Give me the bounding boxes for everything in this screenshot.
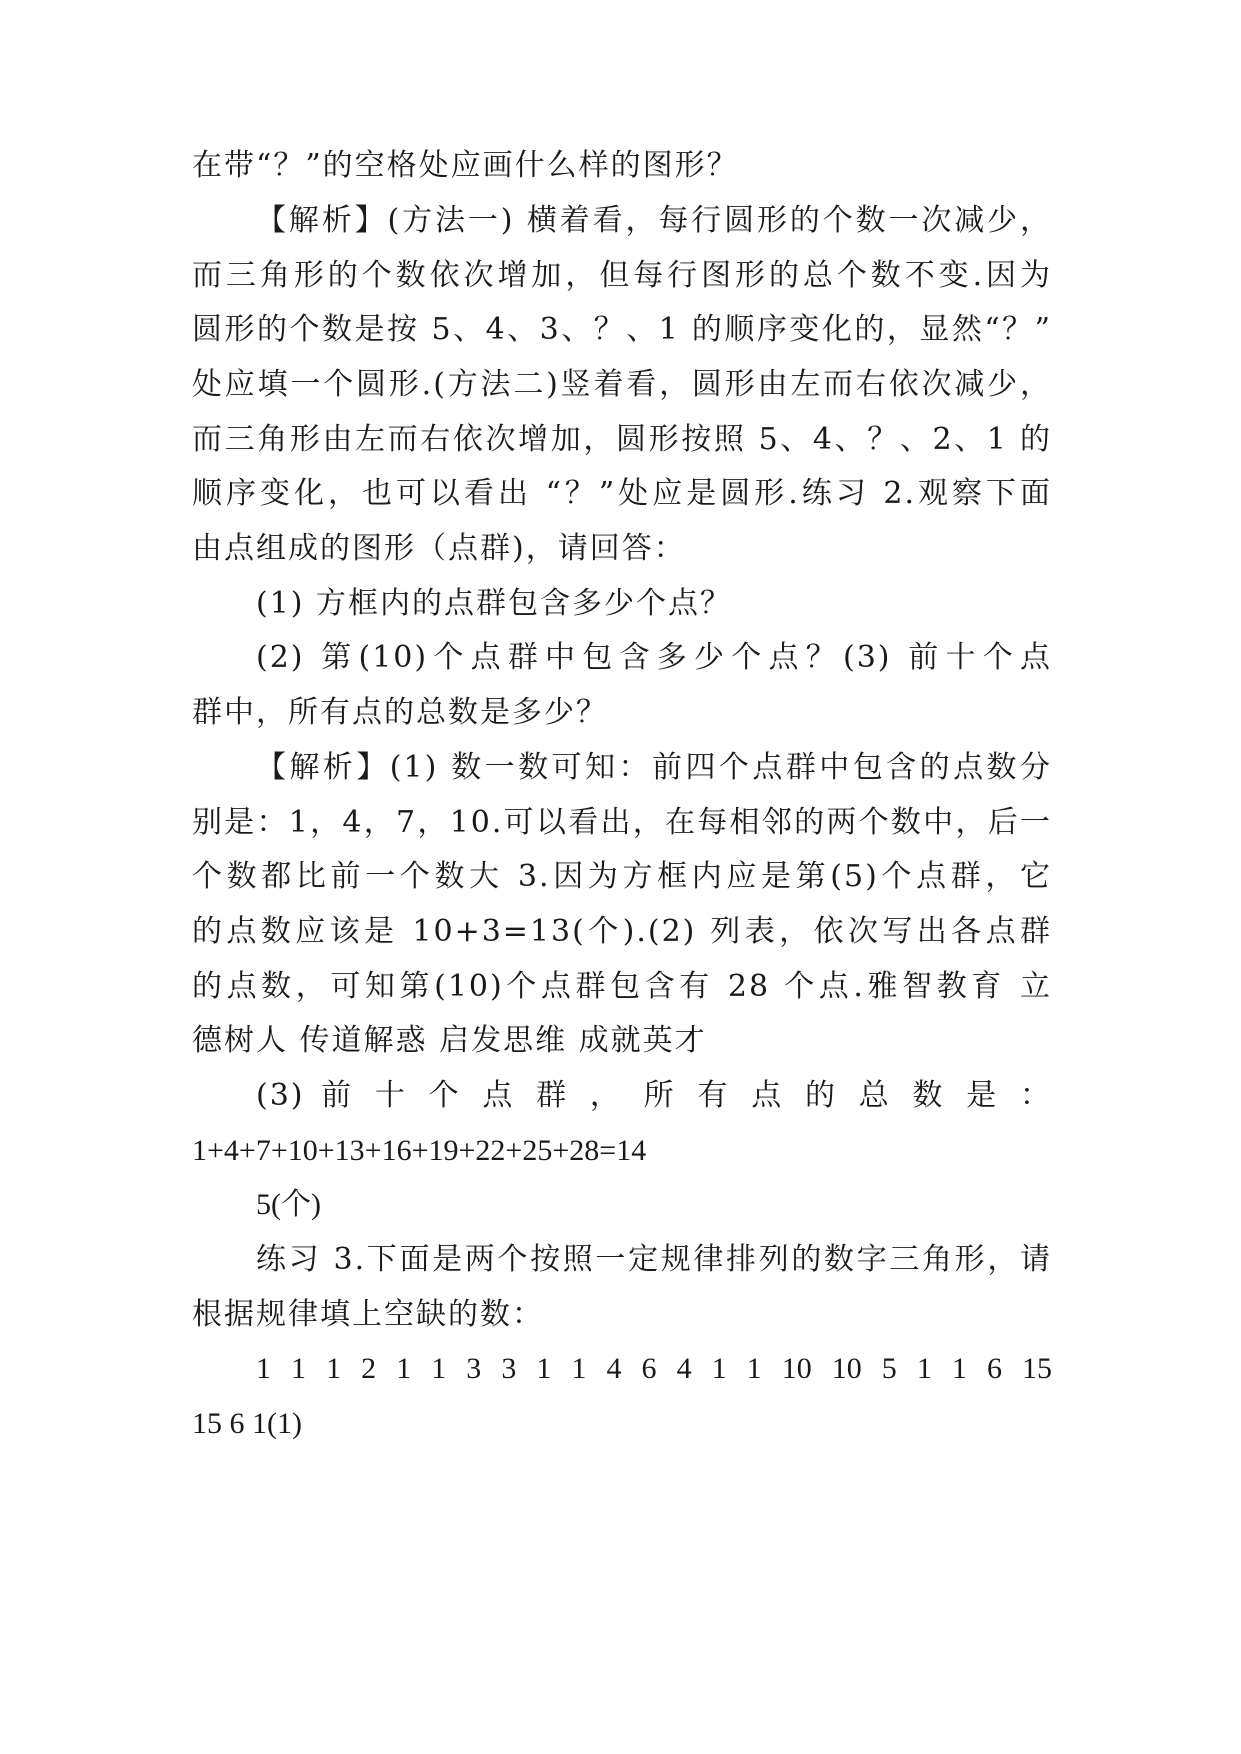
text-line: 个数都比前一个数大 3.因为方框内应是第(5)个点群，它 [192,859,1052,894]
number-sequence-line: 15 6 1(1) [192,1407,302,1440]
formula-line: 5(个) [256,1188,321,1221]
text-line: 而三角形的个数依次增加，但每行图形的总个数不变.因为 [192,258,1052,293]
text-line: 顺序变化，也可以看出 “？”处应是圆形.练习 2.观察下面 [192,476,1052,511]
text-line: 德树人 传道解惑 启发思维 成就英才 [192,1023,707,1058]
text-line: 圆形的个数是按 5、4、3、？、1 的顺序变化的，显然“？” [192,312,1052,347]
exercise-line: 练习 3.下面是两个按照一定规律排列的数字三角形，请 [256,1242,1052,1277]
question-line: 在带“？”的空格处应画什么样的图形？ [192,148,739,183]
formula-line: 1+4+7+10+13+16+19+22+25+28=14 [192,1134,647,1167]
analysis-line: 【解析】(方法一) 横着看，每行圆形的个数一次减少， [256,203,1052,238]
question-item: (1) 方框内的点群包含多少个点？ [256,586,733,621]
text-line: (3) 前 十 个 点 群 ， 所 有 点 的 总 数 是 ： [256,1078,1052,1113]
text-line: 的点数应该是 10+3=13(个).(2) 列表，依次写出各点群 [192,914,1052,949]
question-item: (2) 第(10)个点群中包含多少个点？(3) 前十个点 [256,640,1052,675]
text-line: 群中，所有点的总数是多少？ [192,695,608,730]
text-line: 的点数，可知第(10)个点群包含有 28 个点.雅智教育 立 [192,969,1052,1004]
analysis-line: 【解析】(1) 数一数可知：前四个点群中包含的点数分 [256,750,1052,785]
text-line: 别是：1，4，7，10.可以看出，在每相邻的两个数中，后一 [192,805,1052,840]
number-sequence-line: 1 1 1 2 1 1 3 3 1 1 4 6 4 1 1 10 10 5 1 1 6 15 [256,1352,1052,1385]
text-line: 根据规律填上空缺的数： [192,1297,544,1332]
text-line: 而三角形由左而右依次增加，圆形按照 5、4、？、2、1 的 [192,422,1052,457]
text-line: 由点组成的图形（点群)，请回答： [192,531,686,566]
text-line: 处应填一个圆形.(方法二)竖着看，圆形由左而右依次减少， [192,367,1052,402]
